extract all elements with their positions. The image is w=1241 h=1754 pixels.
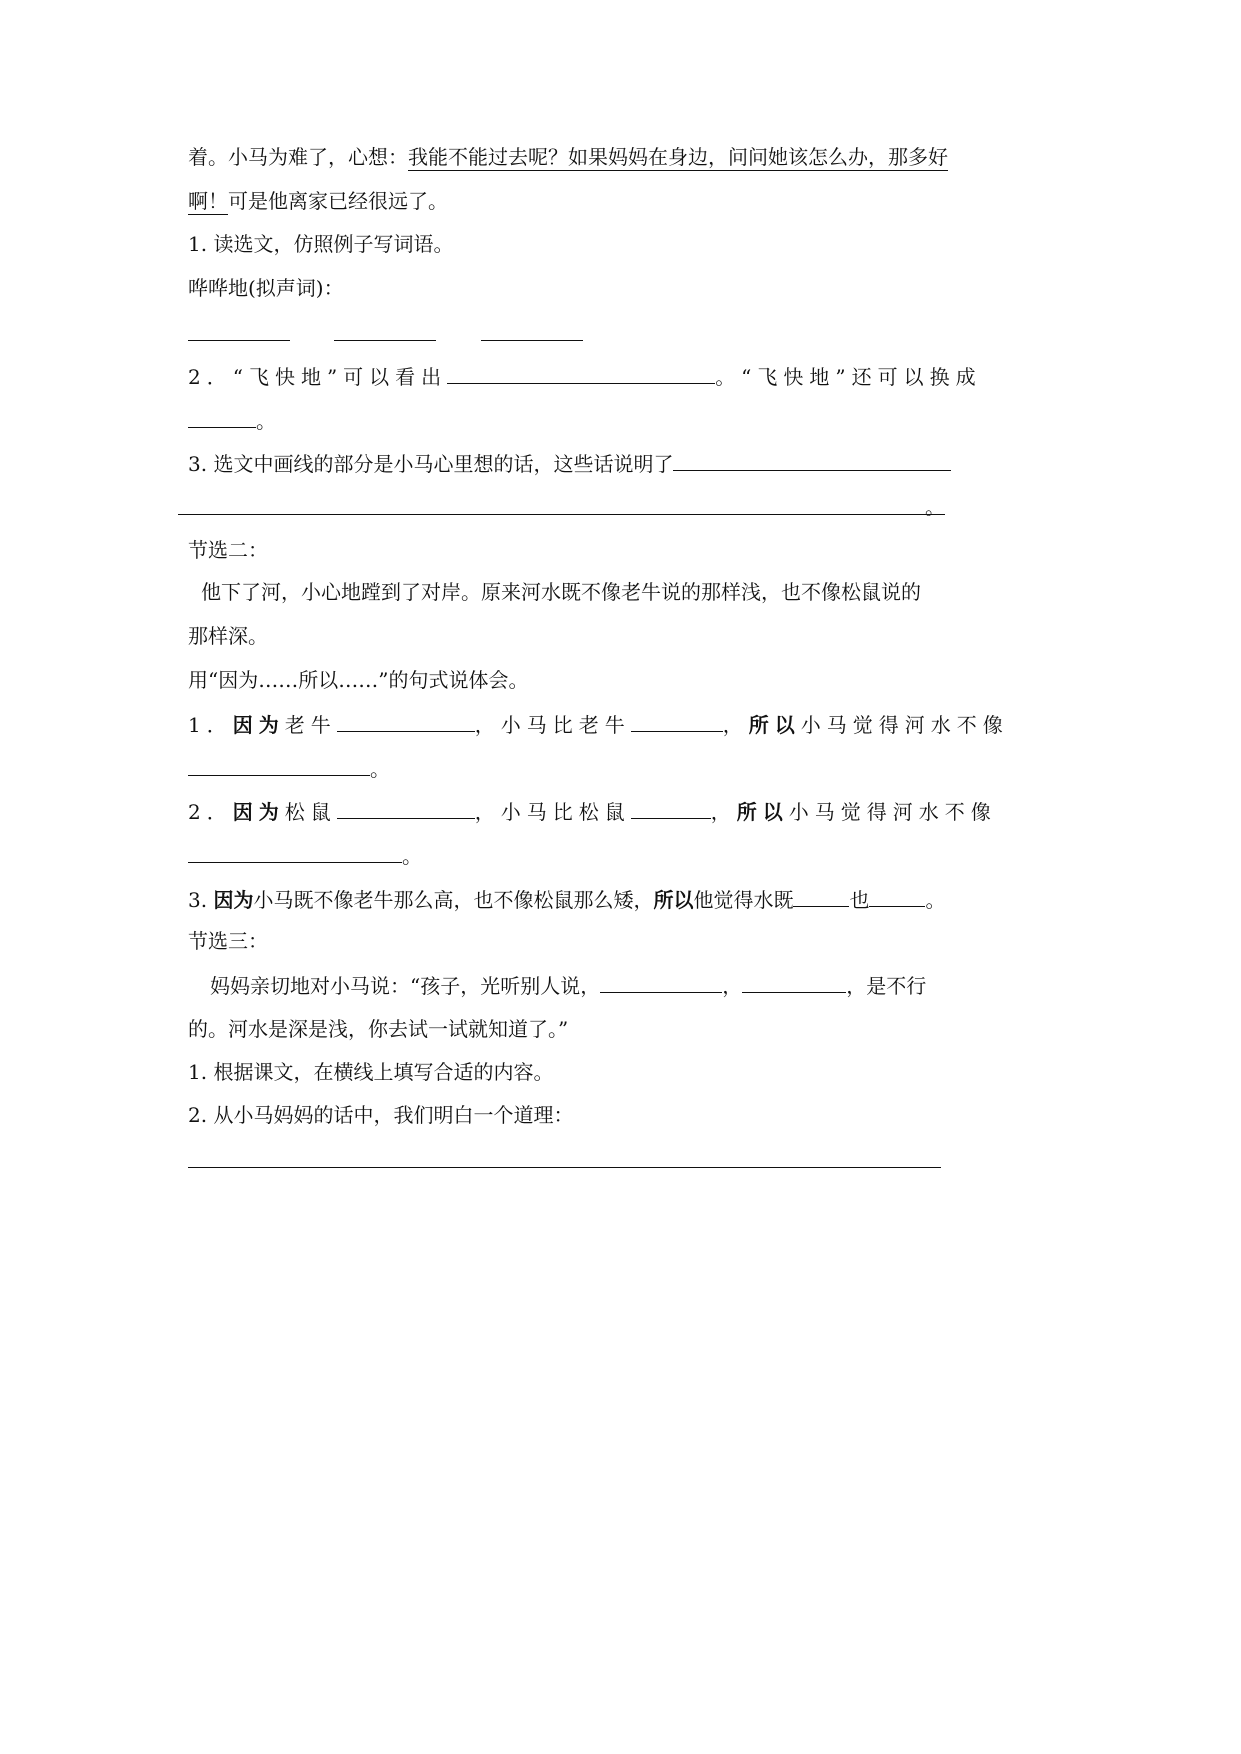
section-heading: 节选二： [188, 538, 268, 562]
item-text: 也 [849, 888, 870, 912]
item-text: 小马觉得河水不像 [788, 800, 997, 824]
item-text: ，小马比松鼠 [474, 800, 631, 824]
answer-blank[interactable] [188, 318, 290, 341]
answer-line[interactable] [188, 1167, 941, 1168]
passage-paragraph-cont: 那样深。 [188, 624, 268, 648]
question-3 [188, 448, 951, 478]
answer-blank[interactable] [481, 318, 583, 341]
passage-text: ， [722, 974, 743, 998]
question-text: 。 [256, 409, 276, 433]
item-text: ，小马比老牛 [474, 713, 631, 737]
item-text: 松鼠 [284, 800, 337, 824]
answer-blank[interactable] [188, 753, 370, 776]
passage-line-1 [188, 142, 948, 172]
answer-line[interactable] [178, 514, 945, 515]
question-2-cont [188, 405, 276, 435]
comma: ， [710, 800, 737, 824]
item-3 [188, 884, 945, 914]
section-heading: 节选三： [188, 929, 268, 953]
keyword-because: 因为 [232, 800, 285, 824]
passage-line-2 [188, 186, 448, 216]
item-text: 。 [925, 888, 946, 912]
answer-blank[interactable] [337, 796, 475, 819]
question-3-end: 。 [925, 495, 945, 519]
keyword-so: 所以 [748, 713, 801, 737]
item-1-cont [188, 753, 390, 783]
passage-text: ，是不行 [846, 974, 927, 998]
answer-blank[interactable] [188, 405, 256, 428]
item-text: 他觉得水既 [693, 888, 794, 912]
question-1: 1. 根据课文，在横线上填写合适的内容。 [188, 1060, 554, 1084]
question-text: 2．“飞快地”可以看出 [188, 365, 448, 389]
answer-blank[interactable] [337, 709, 475, 732]
answer-blank[interactable] [447, 361, 715, 384]
keyword-because: 因为 [232, 713, 285, 737]
item-2-cont [188, 840, 422, 870]
item-text: 老牛 [284, 713, 337, 737]
answer-blank[interactable] [631, 796, 711, 819]
keyword-so: 所以 [736, 800, 789, 824]
question-text: 。“飞快地”还可以换成 [715, 365, 982, 389]
question-text: 3. 选文中画线的部分是小马心里想的话，这些话说明了 [188, 452, 674, 476]
question-2: 2. 从小马妈妈的话中，我们明白一个道理： [188, 1103, 574, 1127]
item-2 [188, 796, 997, 826]
passage-paragraph: 他下了河，小心地蹚到了对岸。原来河水既不像老牛说的那样浅，也不像松鼠说的 [201, 580, 921, 604]
question-1: 1. 读选文，仿照例子写词语。 [188, 232, 454, 256]
keyword-so: 所以 [653, 888, 694, 912]
answer-blank[interactable] [631, 709, 723, 732]
item-text: 小马既不像老牛那么高，也不像松鼠那么矮， [253, 888, 654, 912]
underlined-thought-end: 啊！ [188, 189, 228, 213]
answer-blank[interactable] [793, 884, 849, 907]
passage-text: 着。小马为难了，心想： [188, 145, 408, 169]
item-1 [188, 709, 1009, 739]
item-number: 3. [188, 888, 214, 912]
item-number: 2． [188, 800, 233, 824]
underlined-thought: 我能不能过去呢？如果妈妈在身边，问问她该怎么办，那多好 [408, 145, 948, 169]
passage-text: 可是他离家已经很远了。 [228, 189, 448, 213]
answer-blank[interactable] [334, 318, 436, 341]
comma: ， [722, 713, 749, 737]
answer-blanks-row [188, 318, 583, 348]
item-text: 。 [402, 844, 422, 868]
item-number: 1． [188, 713, 233, 737]
answer-blank[interactable] [188, 840, 402, 863]
question-2 [188, 361, 982, 391]
answer-blank[interactable] [673, 448, 951, 471]
passage-text: 妈妈亲切地对小马说：“孩子，光听别人说， [210, 974, 601, 998]
keyword-because: 因为 [213, 888, 254, 912]
item-text: 。 [370, 757, 390, 781]
passage-paragraph-cont: 的。河水是深是浅，你去试一试就知道了。” [188, 1017, 569, 1041]
instruction: 用“因为……所以……”的句式说体会。 [188, 668, 529, 692]
question-1-example: 哗哗地(拟声词)： [188, 276, 344, 300]
answer-blank[interactable] [869, 884, 925, 907]
answer-blank[interactable] [600, 970, 722, 993]
passage-paragraph [210, 970, 926, 1000]
answer-blank[interactable] [742, 970, 846, 993]
item-text: 小马觉得河水不像 [800, 713, 1009, 737]
